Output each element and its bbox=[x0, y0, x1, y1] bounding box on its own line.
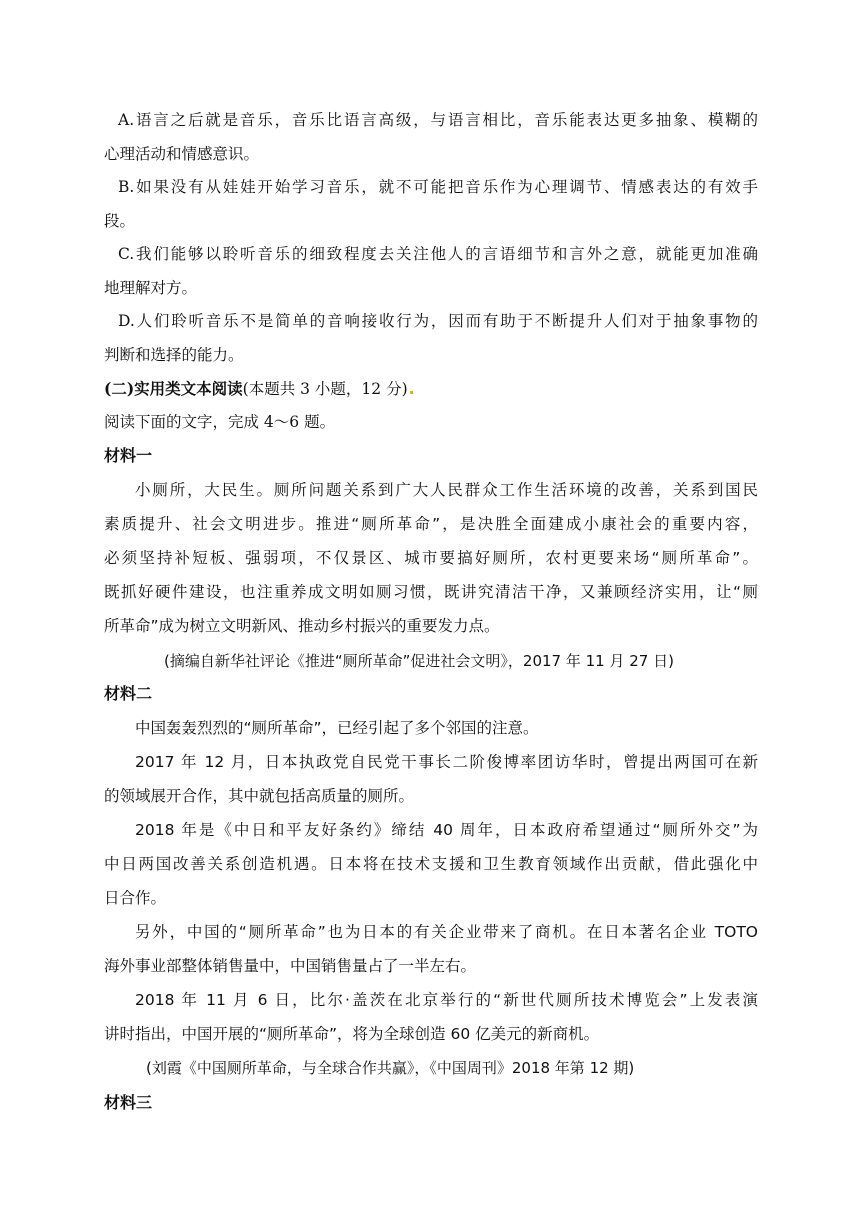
material-1-line: 既抓好硬件建设，也注重养成文明如厕习惯，既讲究清洁干净，又兼顾经济实用，让“厕 bbox=[104, 583, 758, 601]
material-1-line: 小厕所，大民生。厕所问题关系到广大人民群众工作生活环境的改善，关系到国民 bbox=[135, 481, 758, 499]
material-2-line: 日合作。 bbox=[104, 889, 167, 907]
material-2-line: 另外，中国的“厕所革命”也为日本的有关企业带来了商机。在日本著名企业 TOTO bbox=[135, 923, 758, 941]
material-2-line: 海外事业部整体销售量中，中国销售量占了一半左右。 bbox=[104, 957, 477, 975]
material-2-line: 2018 年是《中日和平友好条约》缔结 40 周年，日本政府希望通过“厕所外交”为 bbox=[135, 821, 758, 839]
material-1-line: 必须坚持补短板、强弱项，不仅景区、城市要搞好厕所，农村更要来场“厕所革命”。 bbox=[104, 549, 758, 567]
option-c-line-1: C.我们能够以聆听音乐的细致程度去关注他人的言语细节和言外之意，就能更加准确 bbox=[118, 245, 758, 263]
material-2-heading: 材料二 bbox=[104, 684, 153, 703]
section-title bbox=[104, 379, 413, 399]
option-a-line-2: 心理活动和情感意识。 bbox=[104, 145, 260, 163]
material-2-line: 中国轰轰烈烈的“厕所革命”，已经引起了多个邻国的注意。 bbox=[135, 719, 539, 737]
material-2-line: 讲时指出，中国开展的“厕所革命”，将为全球创造 60 亿美元的新商机。 bbox=[104, 1025, 600, 1043]
option-a-line-1: A.语言之后就是音乐，音乐比语言高级，与语言相比，音乐能表达更多抽象、模糊的 bbox=[118, 111, 758, 129]
option-d-line-1: D.人们聆听音乐不是简单的音响接收行为，因而有助于不断提升人们对于抽象事物的 bbox=[118, 312, 758, 330]
section-title-rest: (本题共 3 小题，12 分) bbox=[242, 380, 408, 398]
section-title-bold: (二)实用类文本阅读 bbox=[104, 379, 243, 398]
material-1-source: (摘编自新华社评论《推进“厕所革命”促进社会文明》，2017 年 11 月 27 日) bbox=[164, 652, 674, 670]
material-2-source: (刘霞《中国厕所革命，与全球合作共赢》，《中国周刊》2018 年第 12 期) bbox=[146, 1059, 635, 1077]
yellow-marker-icon bbox=[410, 391, 413, 394]
material-2-line: 中日两国改善关系创造机遇。日本将在技术支援和卫生教育领域作出贡献，借此强化中 bbox=[104, 855, 758, 873]
option-b-line-1: B.如果没有从娃娃开始学习音乐，就不可能把音乐作为心理调节、情感表达的有效手 bbox=[118, 178, 758, 196]
material-2-line: 2018 年 11 月 6 日，比尔·盖茨在北京举行的“新世代厕所技术博览会”上发表演 bbox=[135, 991, 758, 1009]
material-1-line: 所革命”成为树立文明新风、推动乡村振兴的重要发力点。 bbox=[104, 617, 500, 635]
material-2-line: 2017 年 12 月，日本执政党自民党干事长二阶俊博率团访华时，曾提出两国可在新 bbox=[135, 753, 758, 771]
option-d-line-2: 判断和选择的能力。 bbox=[104, 346, 244, 364]
material-1-line: 素质提升、社会文明进步。推进“厕所革命”，是决胜全面建成小康社会的重要内容， bbox=[104, 515, 758, 533]
option-b-line-2: 段。 bbox=[104, 212, 136, 230]
option-c-line-2: 地理解对方。 bbox=[104, 279, 198, 297]
material-1-heading: 材料一 bbox=[104, 446, 153, 465]
section-instruction: 阅读下面的文字，完成 4～6 题。 bbox=[104, 413, 336, 431]
material-3-heading: 材料三 bbox=[104, 1093, 153, 1112]
material-2-line: 的领域展开合作，其中就包括高质量的厕所。 bbox=[104, 787, 415, 805]
